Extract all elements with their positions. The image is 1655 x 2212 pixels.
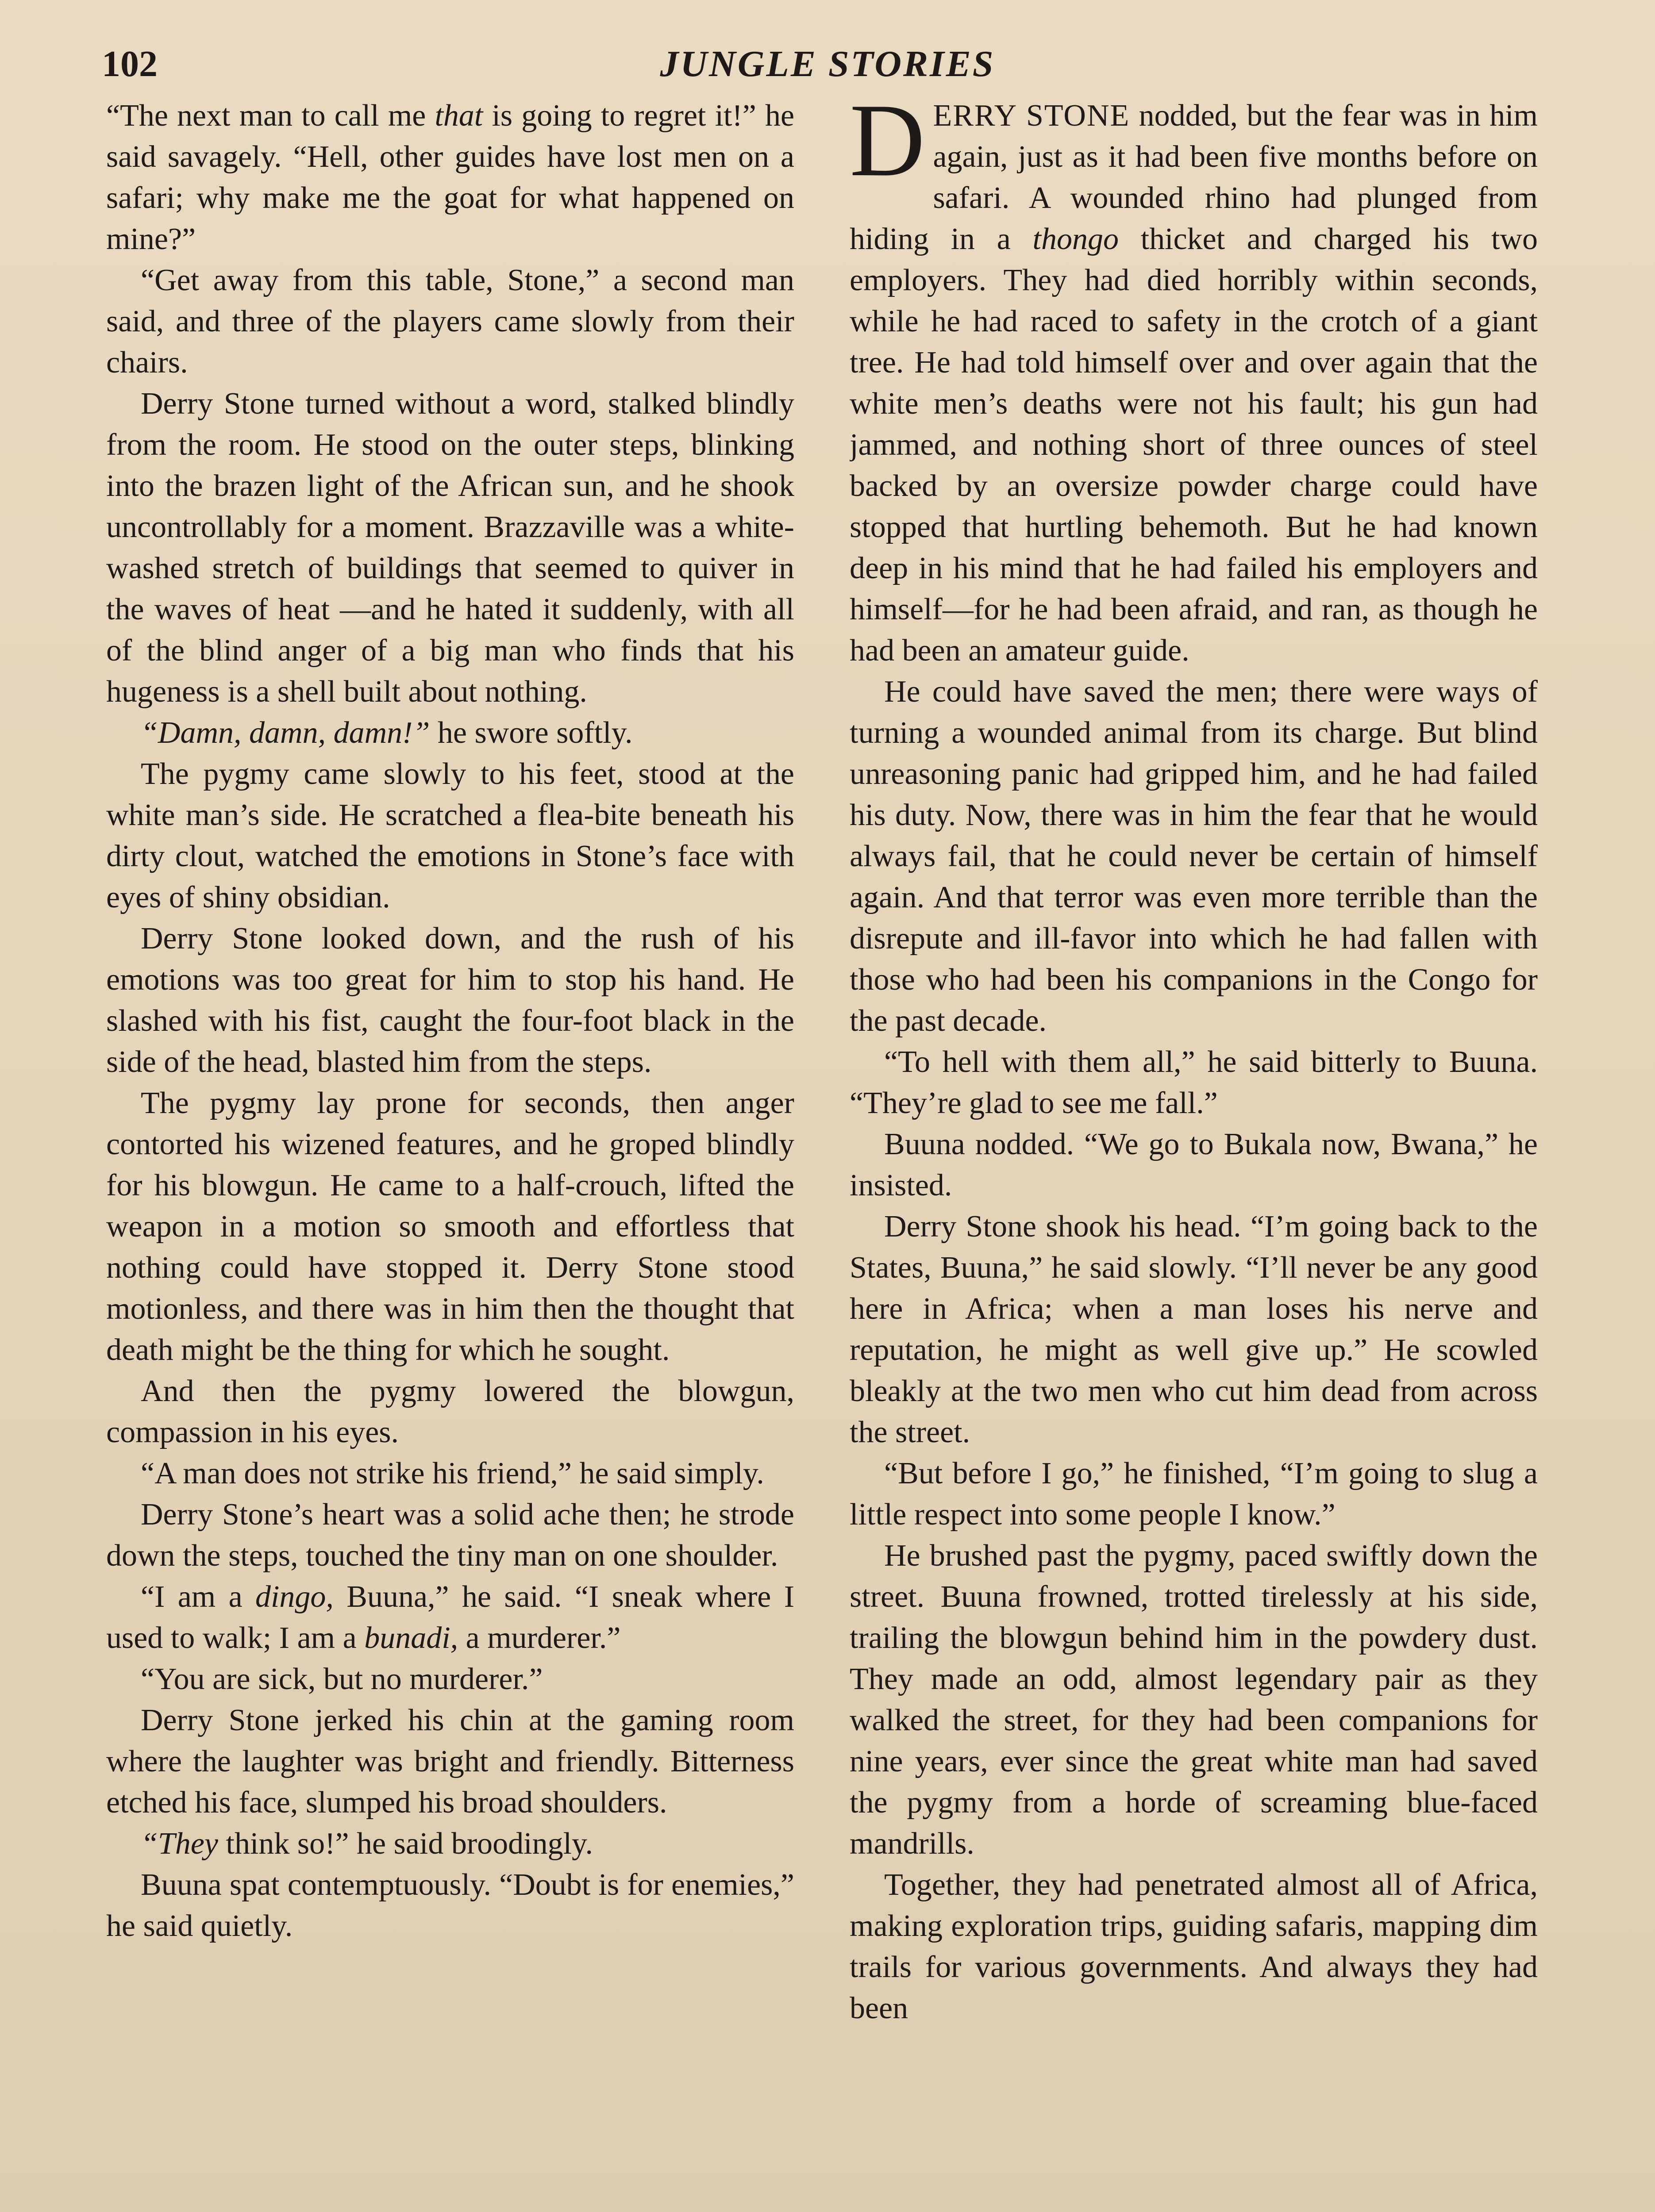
paragraph: “They think so!” he said broodingly. [141, 1827, 593, 1861]
paragraph: Derry Stone shook his head. “I’m going back to the States, Buuna,” he said slowly. “I’ll never be any good here in Africa; when a man loses his nerve and reputation, he might as well give up.” He scowled bleakly at the two men who cut him dead from across the street. [850, 1210, 1538, 1449]
right-column [850, 95, 1538, 2212]
paragraph: Together, they had penetrated almost all of Africa, making exploration trips, guiding safaris, mapping dim trails for various governments. And always they had been [850, 1868, 1538, 2025]
paragraph: Derry Stone’s heart was a solid ache then; he strode down the steps, touched the tiny man on one shoulder. [106, 1498, 794, 1573]
paragraph: “I am a dingo, Buuna,” he said. “I sneak where I used to walk; I am a bunadi, a murderer.” [106, 1580, 794, 1655]
paragraph: “You are sick, but no murderer.” [141, 1662, 543, 1696]
paragraph: “Get away from this table, Stone,” a second man said, and three of the players came slowly from their chairs. [106, 263, 794, 380]
paragraph: Derry Stone turned without a word, stalked blindly from the room. He stood on the outer steps, blinking into the brazen light of the African sun, and he shook uncontrollably for a moment. Brazzaville was a white-washed stretch of buildings that seemed to quiver in the waves of heat —and he hated it suddenly, with all of the blind anger of a big man who finds that his hugeness is a shell built about nothing. [106, 387, 794, 709]
paragraph: “The next man to call me that is going to regret it!” he said savagely. “Hell, other guides have lost men on a safari; why make me the goat for what happened on mine?” [106, 99, 794, 256]
paragraph: The pygmy came slowly to his feet, stood at the white man’s side. He scratched a flea-bite beneath his dirty clout, watched the emotions in Stone’s face with eyes of shiny obsidian. [106, 757, 794, 914]
paragraph: “But before I go,” he finished, “I’m going to slug a little respect into some people I know.” [850, 1456, 1538, 1532]
page-header [102, 40, 1553, 88]
page-number: 102 [102, 43, 158, 84]
paragraph: DERRY STONE nodded, but the fear was in him again, just as it had been five months before on safari. A wounded rhino had plunged from hiding in a thongo thicket and charged his two employers. They had died horribly within seconds, while he had raced to safety in the crotch of a giant tree. He had told himself over and over again that the white men’s deaths were not his fault; his gun had jammed, and nothing short of three ounces of steel backed by an oversize powder charge could have stopped that hurtling behemoth. But he had known deep in his mind that he had failed his employers and himself—for he had been afraid, and ran, as though he had been an amateur guide. [850, 95, 1538, 668]
left-column [106, 95, 794, 2212]
paragraph: He brushed past the pygmy, paced swiftly down the street. Buuna frowned, trotted tirelessly at his side, trailing the blowgun behind him in the powdery dust. They made an odd, almost legendary pair as they walked the street, for they had been companions for nine years, ever since the great white man had saved the pygmy from a horde of screaming blue-faced mandrills. [850, 1539, 1538, 1861]
paragraph: The pygmy lay prone for seconds, then anger contorted his wizened features, and he groped blindly for his blowgun. He came to a half-crouch, lifted the weapon in a motion so smooth and effortless that nothing could have stopped it. Derry Stone stood motionless, and there was in him then the thought that death might be the thing for which he sought. [106, 1086, 794, 1367]
drop-cap: D [850, 95, 925, 198]
paragraph: Derry Stone jerked his chin at the gaming room where the laughter was bright and friendly. Bitterness etched his face, slumped his broad shoulders. [106, 1703, 794, 1820]
paragraph: “A man does not strike his friend,” he said simply. [141, 1456, 764, 1490]
paragraph: “Damn, damn, damn!” he swore softly. [141, 716, 633, 750]
paragraph: Buuna nodded. “We go to Bukala now, Bwana,” he insisted. [850, 1127, 1538, 1202]
paragraph: And then the pygmy lowered the blowgun, compassion in his eyes. [106, 1374, 794, 1449]
paragraph: “To hell with them all,” he said bitterly to Buuna. “They’re glad to see me fall.” [850, 1045, 1538, 1120]
paragraph: Derry Stone looked down, and the rush of his emotions was too great for him to stop his hand. He slashed with his fist, caught the four-foot black in the side of the head, blasted him from the steps. [106, 922, 794, 1079]
paragraph: Buuna spat contemptuously. “Doubt is for enemies,” he said quietly. [106, 1868, 794, 1943]
running-title: JUNGLE STORIES [660, 43, 995, 84]
paragraph: He could have saved the men; there were ways of turning a wounded animal from its charge. But blind unreasoning panic had gripped him, and he had failed his duty. Now, there was in him the fear that he would always fail, that he could never be certain of himself again. And that terror was even more terrible than the disrepute and ill-favor into which he had fallen with those who had been his companions in the Congo for the past decade. [850, 675, 1538, 1038]
